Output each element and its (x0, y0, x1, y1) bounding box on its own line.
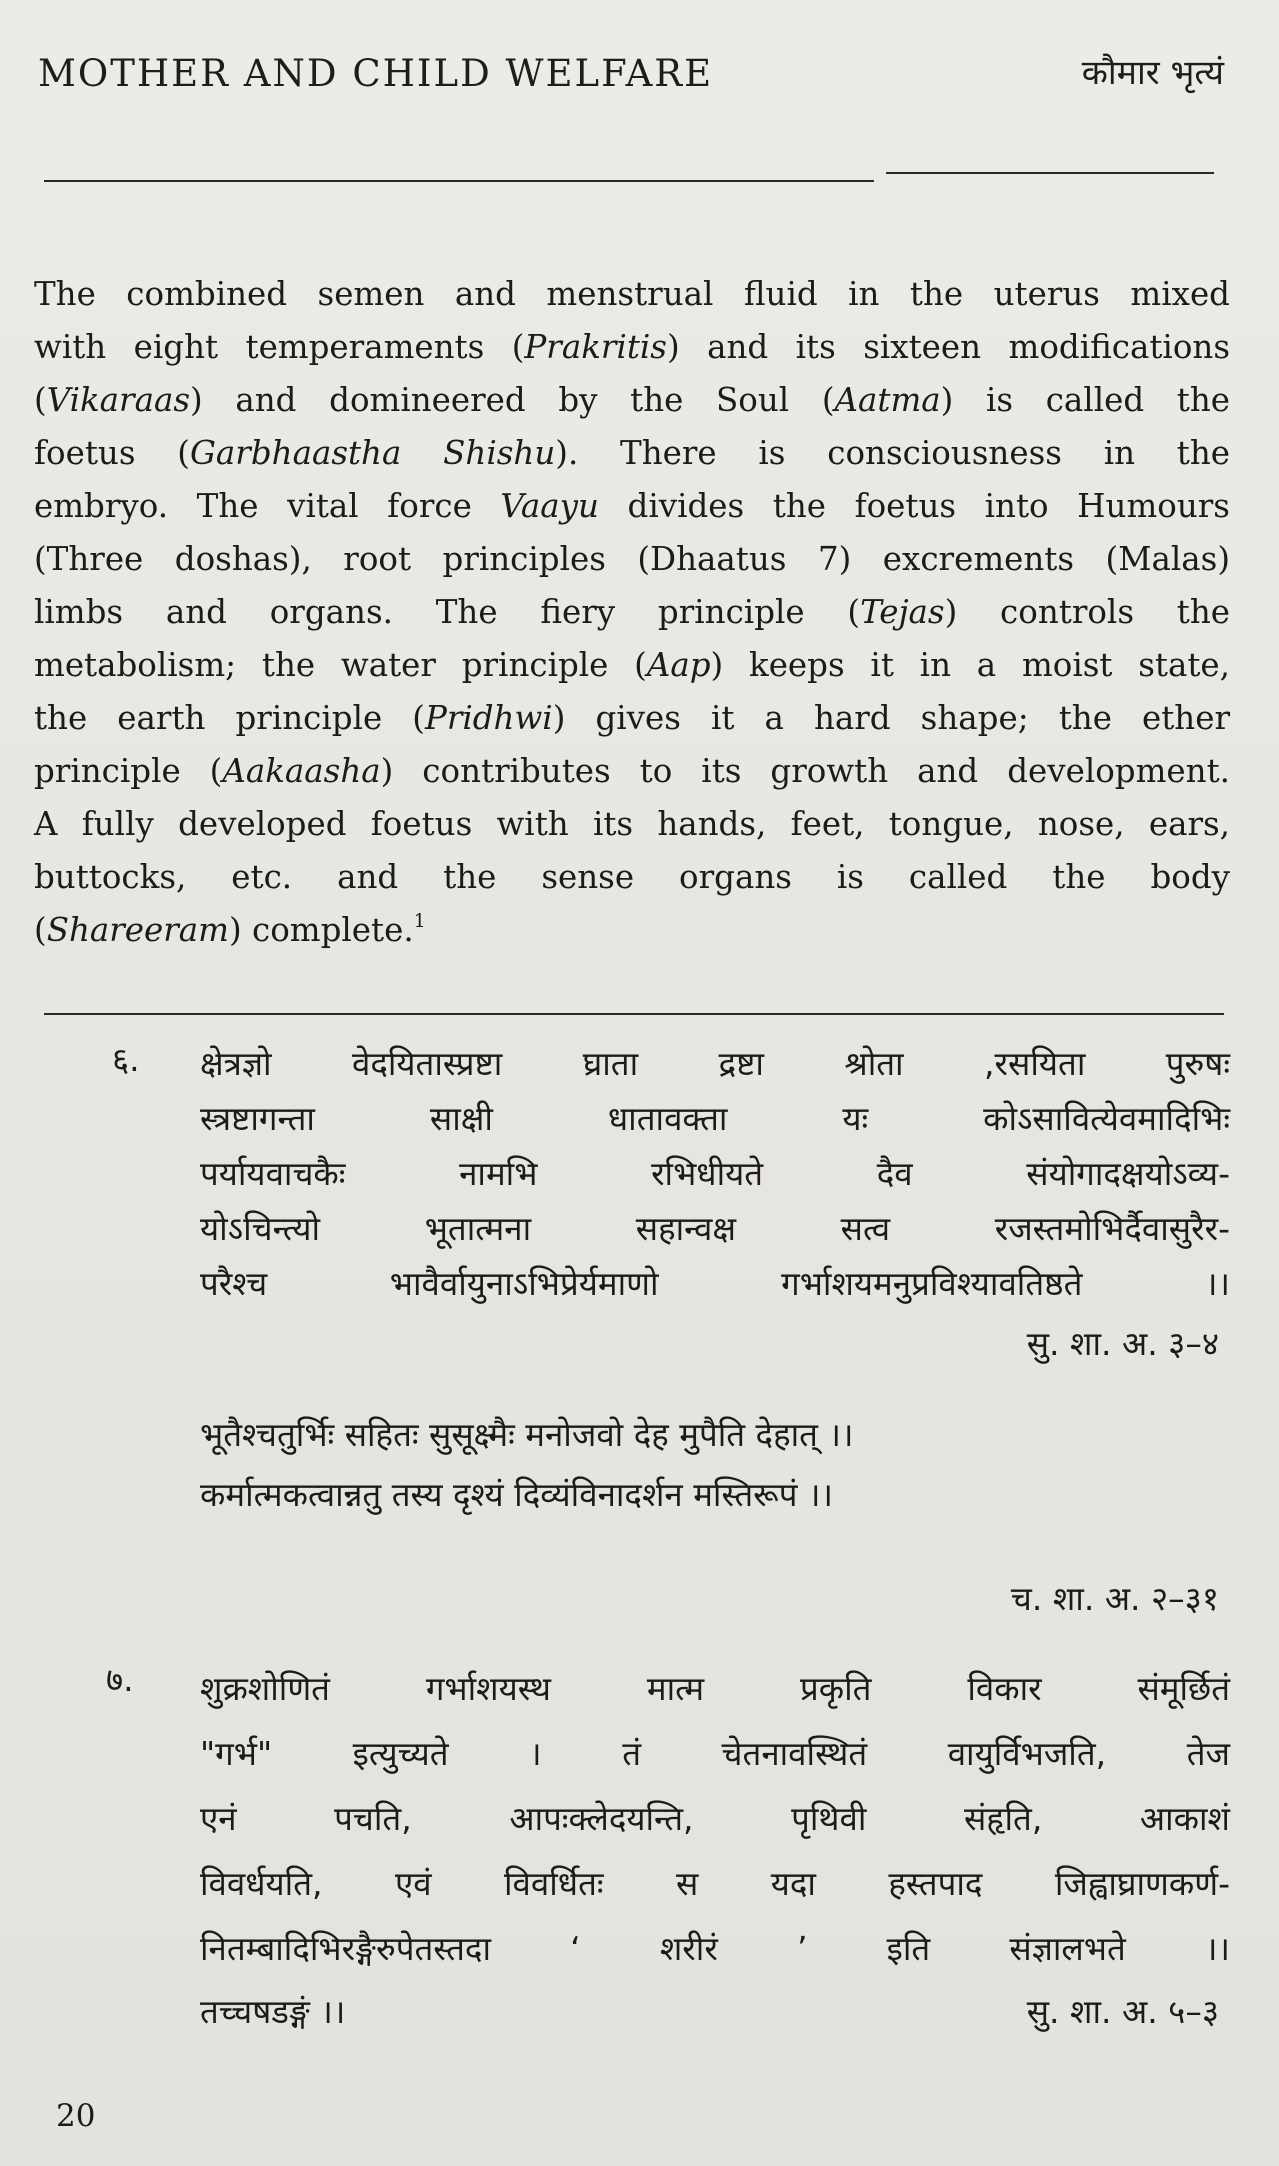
verse-line: नितम्बादिभिरङ्गैरुपेतस्तदा ‘ शरीरं ’ इति संज्ञालभते ।। (200, 1929, 1230, 1968)
verse-line: पर्यायवाचकैः नामभि रभिधीयते दैव संयोगादक्षयोऽव्य- (200, 1154, 1230, 1193)
paragraph-line: foetus (Garbhaastha Shishu). There is consciousness in the (34, 434, 1231, 472)
paragraph-line: (Three doshas), root principles (Dhaatus 7) excrements (Malas) (34, 540, 1230, 578)
verse-7-block (200, 1656, 1230, 1981)
verse-line: स्त्रष्टागन्ता साक्षी धातावक्ता यः कोऽसावित्येवमादिभिः (200, 1099, 1230, 1138)
paragraph-line: the earth principle (Pridhwi) gives it a hard shape; the ether (34, 699, 1231, 737)
verse-line: एनं पचति, आपःक्लेदयन्ति, पृथिवी संहृति, आकाशं (200, 1799, 1230, 1838)
paragraph-line: principle (Aakaasha) contributes to its growth and development. (34, 752, 1230, 790)
paragraph-line: with eight temperaments (Prakritis) and its sixteen modifications (34, 328, 1230, 366)
paragraph-line: embryo. The vital force Vaayu divides the foetus into Humours (34, 487, 1230, 525)
verse-line: परैश्च भावैर्वायुनाऽभिप्रेर्यमाणो गर्भाशयमनुप्रविश्यावतिष्ठते ।। (200, 1264, 1230, 1303)
paragraph-line: A fully developed foetus with its hands, feet, tongue, nose, ears, (34, 805, 1230, 843)
paragraph-line: (Shareeram) complete.$^1$ (34, 910, 426, 949)
verse-line: कर्मात्मकत्वान्नतु तस्य दृश्यं दिव्यंविनादर्शन मस्तिरूपं ।। (200, 1475, 834, 1514)
verse-reference: सु. शा. अ. ५–३ (1026, 1992, 1219, 2031)
verse-line: भूतैश्चतुर्भिः सहितः सुसूक्ष्मैः मनोजवो देह मुपैति देहात् ।। (200, 1415, 854, 1454)
verse-line: क्षेत्रज्ञो वेदयितास्प्रष्टा घ्राता द्रष्टा श्रोता ,रसयिता पुरुषः (200, 1044, 1230, 1083)
paragraph-line: limbs and organs. The fiery principle (Tejas) controls the (34, 593, 1230, 631)
verse-line: योऽचिन्त्यो भूतात्मना सहान्वक्ष सत्व रजस्तमोभिर्दैवासुरैर- (200, 1209, 1230, 1248)
verse-number: ७. (106, 1660, 134, 1699)
verse-b-block (200, 1405, 1190, 1525)
header-rule-left (44, 180, 874, 182)
paragraph-line: (Vikaraas) and domineered by the Soul (Aatma) is called the (34, 381, 1231, 419)
verse-reference: च. शा. अ. २–३१ (1010, 1579, 1219, 1618)
paragraph-line: metabolism; the water principle (Aap) keeps it in a moist state, (34, 646, 1230, 684)
verse-number: ६. (112, 1040, 140, 1079)
section-divider (44, 1013, 1224, 1015)
paragraph-line: The combined semen and menstrual fluid in the uterus mixed (34, 275, 1230, 313)
paragraph-line: buttocks, etc. and the sense organs is called the body (34, 858, 1230, 896)
header-rule-right (886, 172, 1214, 174)
verse-line: "गर्भ" इत्युच्यते । तं चेतनावस्थितं वायुर्विभजति, तेज (200, 1734, 1230, 1773)
verse-line: शुक्रशोणितं गर्भाशयस्थ मात्म प्रकृति विकार संमूर्छितं (200, 1669, 1230, 1708)
verse-reference: सु. शा. अ. ३–४ (1026, 1324, 1219, 1363)
english-paragraph (34, 268, 1230, 957)
footnote-marker: 1 (413, 910, 426, 932)
page-number: 20 (56, 2098, 96, 2134)
verse-line: विवर्धयति, एवं विवर्धितः स यदा हस्तपाद जिह्वाघ्राणकर्ण- (200, 1864, 1230, 1903)
running-head-hindi: कौमार भृत्यं (1081, 53, 1224, 93)
running-head-title: MOTHER AND CHILD WELFARE (38, 52, 714, 95)
verse-line: तच्चषडङ्गं ।। (200, 1992, 346, 2031)
verse-6-block (200, 1036, 1230, 1311)
